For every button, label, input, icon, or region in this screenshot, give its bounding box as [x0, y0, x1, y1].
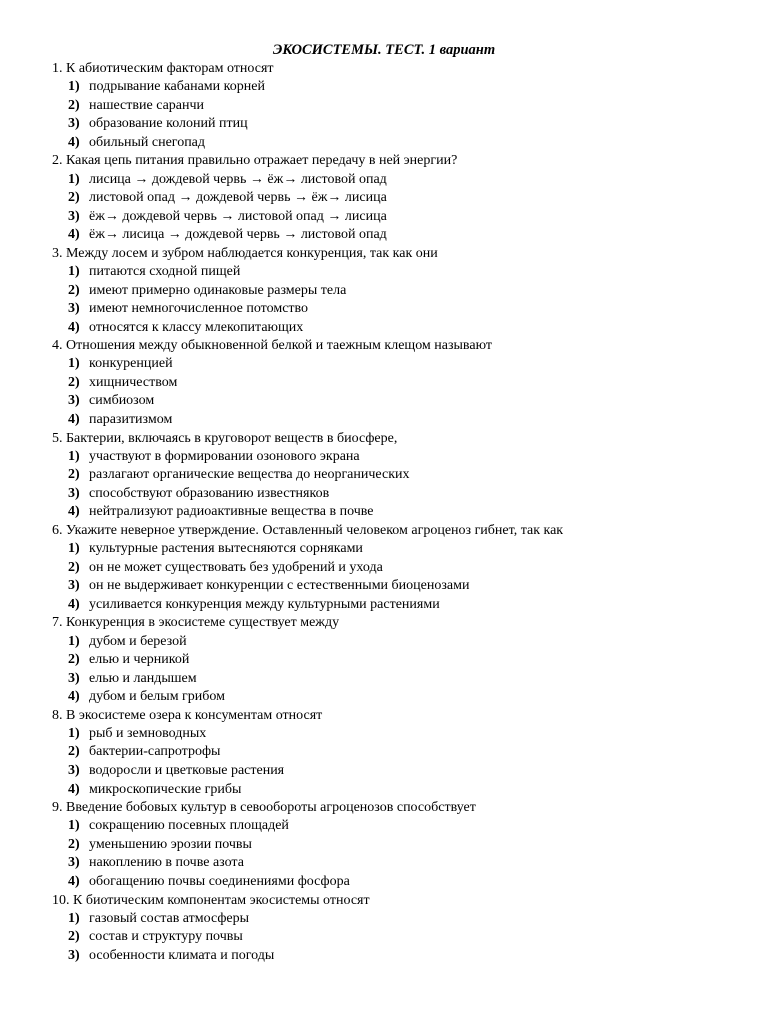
- option-number: 2): [68, 467, 80, 483]
- question-block: [52, 707, 752, 799]
- option-text: конкуренцией: [89, 356, 173, 372]
- answer-option: [52, 208, 752, 227]
- answer-option: [52, 374, 752, 393]
- question-block: [52, 614, 752, 706]
- option-text: образование колоний птиц: [89, 116, 248, 132]
- question-text: [52, 522, 752, 540]
- option-number: 2): [68, 190, 80, 206]
- option-number: 3): [68, 947, 80, 963]
- answer-option: [52, 97, 752, 116]
- answer-options: [52, 540, 752, 614]
- answer-option: [52, 263, 752, 282]
- answer-options: [52, 355, 752, 429]
- answer-option: [52, 134, 752, 153]
- answer-option: [52, 282, 752, 301]
- option-number: 3): [68, 208, 80, 224]
- question-block: [52, 892, 752, 966]
- question-number: 6.: [52, 522, 63, 538]
- option-text: усиливается конкуренция между культурными растениями: [89, 596, 440, 612]
- answer-option: [52, 411, 752, 430]
- answer-option: [52, 171, 752, 190]
- option-number: 1): [68, 263, 80, 279]
- question-number: 9.: [52, 800, 63, 816]
- answer-options: [52, 910, 752, 966]
- option-text: елью и ландышем: [89, 670, 197, 686]
- option-text: симбиозом: [89, 393, 155, 409]
- option-number: 1): [68, 725, 80, 741]
- answer-option: [52, 633, 752, 652]
- answer-option: [52, 319, 752, 338]
- answer-option: [52, 910, 752, 929]
- option-number: 2): [68, 744, 80, 760]
- option-number: 4): [68, 689, 80, 705]
- option-text: относятся к классу млекопитающих: [89, 319, 304, 335]
- option-text: он не выдерживает конкуренции с естественными биоценозами: [89, 578, 470, 594]
- question-number: 3.: [52, 245, 63, 261]
- page-title: ЭКОСИСТЕМЫ. ТЕСТ. 1 вариант: [272, 42, 496, 58]
- question-text: [52, 60, 752, 78]
- question-number: 8.: [52, 707, 63, 723]
- question-block: [52, 522, 752, 614]
- option-number: 1): [68, 818, 80, 834]
- option-text: ёж→ лисица → дождевой червь → листовой опад: [89, 227, 387, 243]
- option-text: состав и структуру почвы: [89, 929, 243, 945]
- answer-options: [52, 725, 752, 799]
- option-number: 1): [68, 541, 80, 557]
- option-text: микроскопические грибы: [89, 781, 242, 797]
- option-text: накоплению в почве азота: [89, 855, 244, 871]
- option-number: 2): [68, 929, 80, 945]
- answer-option: [52, 836, 752, 855]
- option-number: 1): [68, 356, 80, 372]
- option-number: 4): [68, 412, 80, 428]
- option-number: 2): [68, 374, 80, 390]
- option-number: 4): [68, 227, 80, 243]
- option-text: газовый состав атмосферы: [89, 910, 250, 926]
- option-text: способствуют образованию известняков: [89, 485, 330, 501]
- answer-options: [52, 171, 752, 245]
- option-number: 2): [68, 282, 80, 298]
- question-body: К абиотическим факторам относят: [66, 61, 274, 76]
- question-body: Отношения между обыкновенной белкой и таежным клещом называют: [66, 338, 492, 354]
- option-number: 3): [68, 301, 80, 317]
- answer-option: [52, 78, 752, 97]
- answer-option: [52, 226, 752, 245]
- option-text: имеют немногочисленное потомство: [89, 301, 309, 317]
- question-text: [52, 799, 752, 817]
- question-text: [52, 245, 752, 263]
- answer-option: [52, 781, 752, 800]
- question-text: [52, 892, 752, 910]
- answer-options: [52, 817, 752, 891]
- answer-option: [52, 355, 752, 374]
- option-number: 1): [68, 910, 80, 926]
- question-number: 2.: [52, 153, 63, 169]
- answer-option: [52, 817, 752, 836]
- option-number: 1): [68, 171, 80, 187]
- option-text: бактерии-сапротрофы: [89, 744, 221, 760]
- answer-option: [52, 688, 752, 707]
- question-text: [52, 152, 752, 170]
- option-number: 4): [68, 134, 80, 150]
- answer-options: [52, 263, 752, 337]
- answer-option: [52, 725, 752, 744]
- question-block: [52, 245, 752, 337]
- option-text: уменьшению эрозии почвы: [89, 836, 252, 852]
- option-text: участвуют в формировании озонового экрана: [89, 448, 360, 464]
- answer-option: [52, 300, 752, 319]
- answer-option: [52, 448, 752, 467]
- answer-option: [52, 503, 752, 522]
- question-body: К биотическим компонентам экосистемы относят: [73, 892, 370, 908]
- option-number: 1): [68, 633, 80, 649]
- answer-option: [52, 540, 752, 559]
- option-text: подрывание кабанами корней: [89, 79, 265, 95]
- option-number: 3): [68, 485, 80, 501]
- question-body: Конкуренция в экосистеме существует между: [66, 615, 340, 631]
- question-number: 7.: [52, 615, 63, 631]
- answer-options: [52, 78, 752, 152]
- option-text: обогащению почвы соединениями фосфора: [89, 873, 350, 889]
- option-text: лисица → дождевой червь → ёж→ листовой опад: [89, 171, 387, 187]
- answer-option: [52, 392, 752, 411]
- answer-option: [52, 577, 752, 596]
- option-text: дубом и белым грибом: [89, 689, 226, 705]
- question-list: [52, 60, 752, 965]
- answer-option: [52, 947, 752, 966]
- option-number: 3): [68, 578, 80, 594]
- option-number: 4): [68, 596, 80, 612]
- option-text: ёж→ дождевой червь → листовой опад → лисица: [89, 208, 387, 224]
- question-block: [52, 337, 752, 429]
- option-text: паразитизмом: [89, 412, 173, 428]
- question-body: Укажите неверное утверждение. Оставленный человеком агроценоз гибнет, так как: [66, 522, 564, 538]
- option-text: культурные растения вытесняются сорняками: [89, 541, 363, 557]
- question-body: Бактерии, включаясь в круговорот веществ в биосфере,: [66, 430, 398, 446]
- answer-option: [52, 651, 752, 670]
- answer-option: [52, 928, 752, 947]
- option-text: хищничеством: [89, 374, 178, 390]
- option-text: питаются сходной пищей: [89, 263, 241, 279]
- answer-option: [52, 873, 752, 892]
- option-number: 2): [68, 97, 80, 113]
- question-number: 4.: [52, 338, 63, 354]
- question-body: Введение бобовых культур в севообороты агроценозов способствует: [66, 800, 476, 816]
- option-number: 3): [68, 763, 80, 779]
- option-number: 3): [68, 116, 80, 132]
- option-text: особенности климата и погоды: [89, 947, 275, 963]
- answer-option: [52, 559, 752, 578]
- option-number: 2): [68, 652, 80, 668]
- answer-option: [52, 596, 752, 615]
- option-number: 1): [68, 79, 80, 95]
- question-block: [52, 799, 752, 891]
- answer-options: [52, 448, 752, 522]
- question-number: 10.: [52, 892, 70, 908]
- question-number: 1.: [52, 61, 63, 76]
- option-text: дубом и березой: [89, 633, 187, 649]
- option-number: 2): [68, 836, 80, 852]
- option-text: обильный снегопад: [89, 134, 206, 150]
- answer-option: [52, 743, 752, 762]
- question-body: В экосистеме озера к консументам относят: [66, 707, 323, 723]
- option-text: нашествие саранчи: [89, 97, 205, 113]
- question-text: [52, 337, 752, 355]
- question-text: [52, 707, 752, 725]
- question-text: [52, 614, 752, 632]
- answer-options: [52, 633, 752, 707]
- answer-option: [52, 854, 752, 873]
- answer-option: [52, 762, 752, 781]
- option-number: 4): [68, 873, 80, 889]
- question-body: Между лосем и зубром наблюдается конкуренция, так как они: [66, 245, 438, 261]
- option-text: имеют примерно одинаковые размеры тела: [89, 282, 347, 298]
- option-number: 3): [68, 670, 80, 686]
- question-body: Какая цепь питания правильно отражает передачу в ней энергии?: [66, 153, 458, 169]
- option-text: водоросли и цветковые растения: [89, 763, 285, 779]
- option-text: он не может существовать без удобрений и ухода: [89, 559, 383, 575]
- option-text: сокращению посевных площадей: [89, 818, 289, 834]
- answer-option: [52, 466, 752, 485]
- question-block: [52, 152, 752, 244]
- answer-option: [52, 485, 752, 504]
- option-text: елью и черникой: [89, 652, 190, 668]
- question-number: 5.: [52, 430, 63, 446]
- question-block: [52, 60, 752, 152]
- question-text: [52, 430, 752, 448]
- option-text: листовой опад → дождевой червь → ёж→ лисица: [89, 190, 387, 206]
- option-number: 1): [68, 448, 80, 464]
- option-number: 4): [68, 504, 80, 520]
- question-block: [52, 430, 752, 522]
- option-number: 3): [68, 393, 80, 409]
- option-text: рыб и земноводных: [89, 725, 207, 741]
- option-text: разлагают органические вещества до неорганических: [89, 467, 410, 483]
- answer-option: [52, 189, 752, 208]
- option-number: 2): [68, 559, 80, 575]
- option-number: 3): [68, 855, 80, 871]
- option-text: нейтрализуют радиоактивные вещества в почве: [89, 504, 374, 520]
- answer-option: [52, 670, 752, 689]
- answer-option: [52, 115, 752, 134]
- option-number: 4): [68, 319, 80, 335]
- option-number: 4): [68, 781, 80, 797]
